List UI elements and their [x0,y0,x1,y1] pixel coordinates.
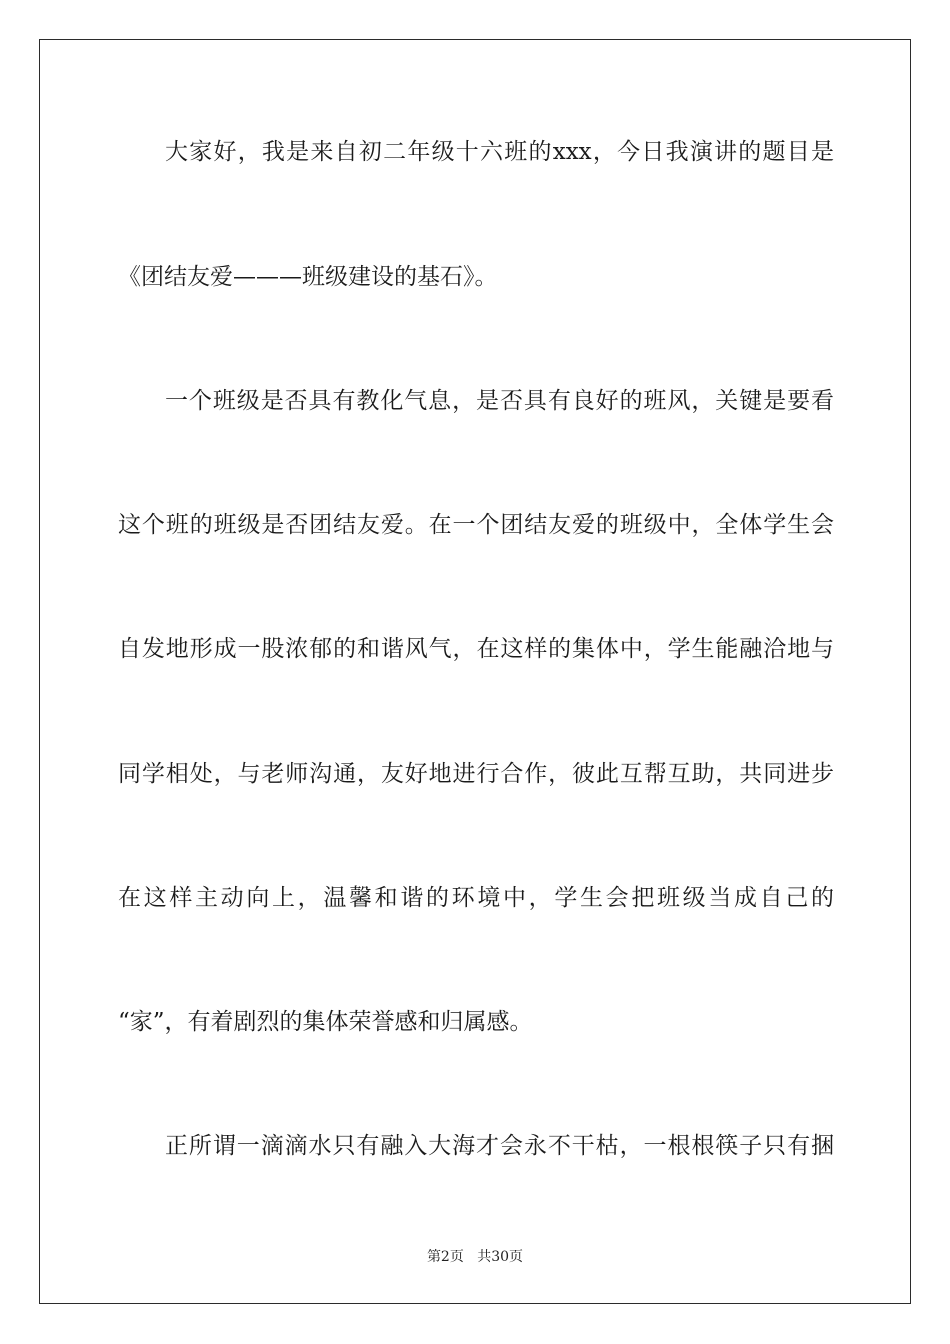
page-number: 第2页 [426,1249,464,1265]
text-line-2: 《团结友爱———班级建设的基石》。 [118,264,498,290]
text-line-4: 这个班的班级是否团结友爱。在一个团结友爱的班级中，全体学生会 [118,512,834,538]
text-line-1: 大家好，我是来自初二年级十六班的xxx，今日我演讲的题目是 [165,139,834,165]
text-line-7: 在这样主动向上，温馨和谐的环境中，学生会把班级当成自己的 [118,885,834,911]
page-border [39,39,911,1304]
total-pages: 共30页 [477,1249,524,1265]
text-line-8: “家”，有着剧烈的集体荣誉感和归属感。 [118,1009,533,1035]
text-line-9: 正所谓一滴滴水只有融入大海才会永不干枯，一根根筷子只有捆 [165,1133,834,1159]
page-footer [0,1248,950,1266]
text-line-5: 自发地形成一股浓郁的和谐风气，在这样的集体中，学生能融洽地与 [118,636,834,662]
text-line-3: 一个班级是否具有教化气息，是否具有良好的班风，关键是要看 [165,388,834,414]
text-line-6: 同学相处，与老师沟通，友好地进行合作，彼此互帮互助，共同进步 [118,761,834,787]
